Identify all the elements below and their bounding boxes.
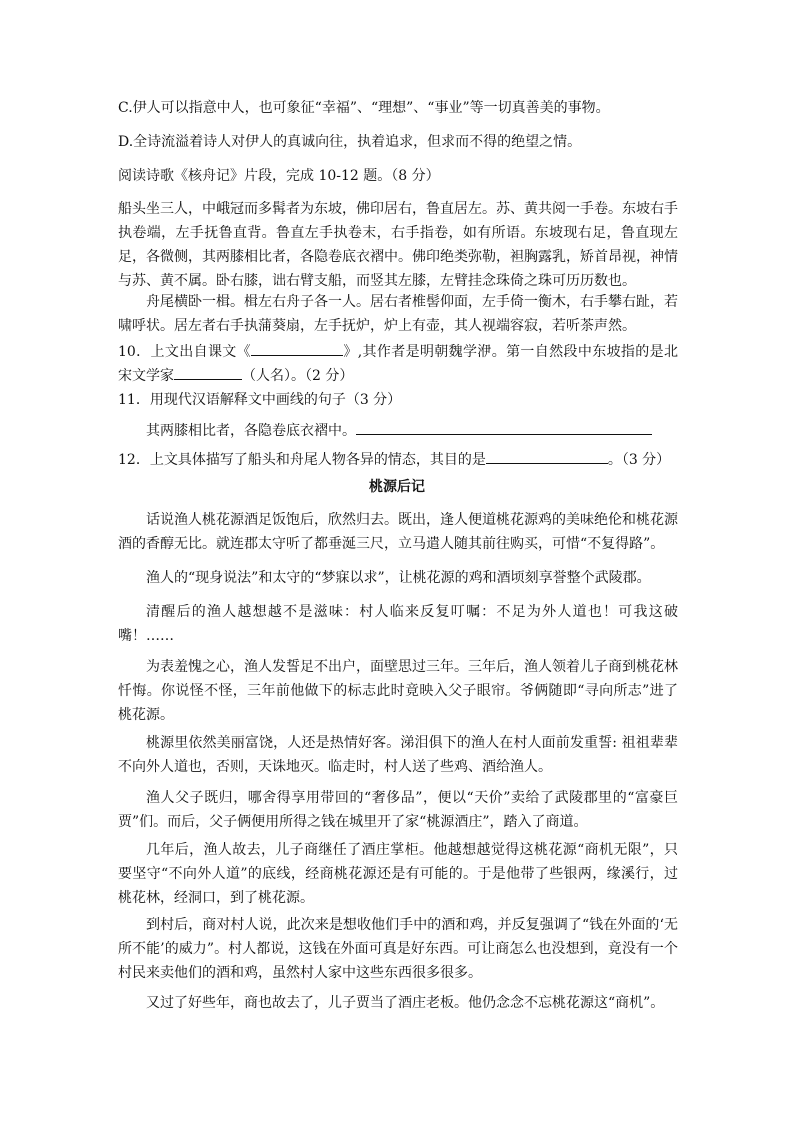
story-paragraph: 又过了好些年，商也故去了，儿子贾当了酒庄老板。他仍念念不忘桃花源这“商机”。	[146, 995, 665, 1011]
answer-blank[interactable]	[174, 365, 242, 380]
reading-instruction: 阅读诗歌《核舟记》片段，完成 10-12 题。（8 分）	[118, 168, 440, 184]
story-paragraph: 渔人的“现身说法”和太守的“梦寐以求”，让桃花源的鸡和酒顷刻享誉整个武陵郡。	[146, 570, 651, 586]
question-12	[118, 449, 670, 470]
question-10-part: 》,其作者是明朝魏学洢。第一自然段中东坡指的是北宋文学家	[118, 344, 678, 384]
passage-paragraph: 舟尾横卧一楫。楫左右舟子各一人。居右者椎髻仰面，左手倚一衡木，右手攀右趾，若啸呼状。居左者右手执蒲葵扇，左手抚炉，炉上有壶，其人视端容寂，若听茶声然。	[118, 294, 678, 334]
story-title: 桃源后记	[369, 479, 425, 495]
question-11: 11．用现代汉语解释文中画线的句子（3 分）	[118, 392, 402, 408]
story-paragraph: 桃源里依然美丽富饶，人还是热情好客。涕泪俱下的渔人在村人面前发重誓: 祖祖辈辈不向外人道也，否则，天诛地灭。临走时，村人送了些鸡、酒给渔人。	[118, 735, 678, 775]
story-paragraph: 话说渔人桃花源酒足饭饱后，欣然归去。既出，逢人便道桃花源鸡的美味绝伦和桃花源酒的香醇无比。就连郡太守听了都垂涎三尺，立马遣人随其前往购买，可惜“不复得路”。	[118, 512, 678, 552]
question-12-part: 。（3 分）	[607, 452, 671, 468]
story-paragraph: 到村后，商对村人说，此次来是想收他们手中的酒和鸡，并反复强调了“钱在外面的‘无所不能’的威力”。村人都说，这钱在外面可真是好东西。可让商怎么也没想到，竟没有一个村民来卖他们的酒和鸡，虽然村人家中这些东西很多很多。	[118, 917, 678, 981]
question-11-sentence	[146, 420, 652, 441]
question-10	[118, 340, 678, 388]
answer-blank[interactable]	[356, 420, 652, 435]
story-paragraph: 为表羞愧之心，渔人发誓足不出户，面壁思过三年。三年后，渔人领着儿子商到桃花林忏悔。你说怪不怪，三年前他做下的标志此时竟映入父子眼帘。爷俩随即“寻向所志”进了桃花源。	[118, 659, 678, 723]
story-paragraph: 渔人父子既归，哪舍得享用带回的“奢侈品”，便以“天价”卖给了武陵郡里的“富豪巨贾”们。而后，父子俩便用所得之钱在城里开了家“桃源酒庄”，踏入了商道。	[118, 790, 678, 830]
question-10-part: （人名）。（2 分）	[242, 368, 354, 384]
underlined-sentence: 其两膝相比者，各隐卷底衣褶中。	[146, 423, 356, 439]
story-paragraph: 清醒后的渔人越想越不是滋味：村人临来反复叮嘱：不足为外人道也！可我这破嘴！……	[118, 604, 678, 644]
story-paragraph: 几年后，渔人故去，儿子商继任了酒庄掌柜。他越想越觉得这桃花源“商机无限”，只要坚守“不向外人道”的底线，经商桃花源还是有可能的。于是他带了些银两，缘溪行，过桃花林，经洞口，到了桃花源。	[118, 842, 678, 906]
answer-blank[interactable]	[251, 341, 343, 356]
option-d: D.全诗流溢着诗人对伊人的真诚向往，执着追求，但求而不得的绝望之情。	[118, 134, 582, 150]
option-c: C.伊人可以指意中人，也可象征“幸福”、“理想”、“事业”等一切真善美的事物。	[118, 100, 610, 116]
passage-paragraph: 船头坐三人，中峨冠而多髯者为东坡，佛印居右，鲁直居左。苏、黄共阅一手卷。东坡右手执卷端，左手抚鲁直背。鲁直左手执卷末，右手指卷，如有所语。东坡现右足，鲁直现左足，各微侧，其两膝相比者，各隐卷底衣褶中。佛印绝类弥勒，袒胸露乳，矫首昂视，神情与苏、黄不属。卧右膝，诎右臂支船，而竖其左膝，左臂挂念珠倚之珠可历历数也。	[118, 201, 678, 289]
answer-blank[interactable]	[486, 449, 608, 464]
question-12-part: 12．上文具体描写了船头和舟尾人物各异的情态，其目的是	[118, 452, 486, 468]
question-10-part: 10．上文出自课文《	[118, 344, 252, 360]
